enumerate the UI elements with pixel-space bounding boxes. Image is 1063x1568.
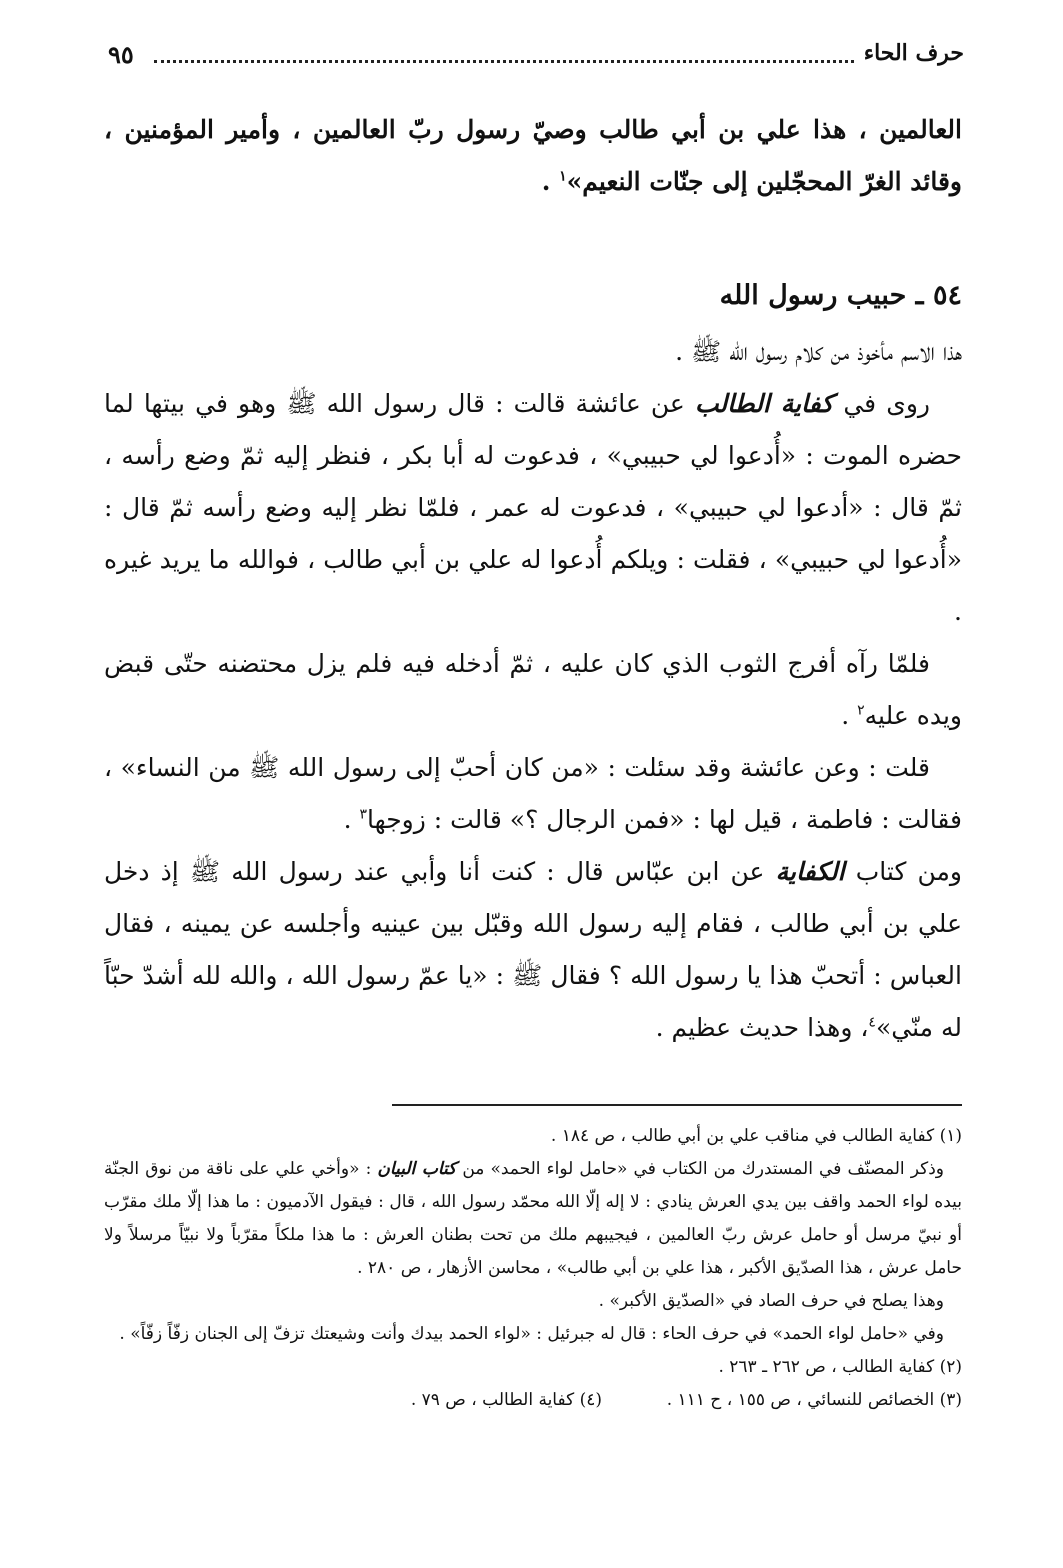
- footnote-ref-2: ٢: [857, 702, 865, 719]
- p5-text-b: عن ابن عبّاس قال : كنت أنا وأبي عند رسول الله ﷺ إذ دخل علي بن أبي طالب ، فقام إليه رسول الله وقبّل بين عينيه وأجلسه عن يمينه ، فقال العباس : أتحبّ هذا يا رسول الله ؟ فقال ﷺ : «يا عمّ رسول الله ، والله لله أشدّ حبّاً له منّي»: [104, 857, 962, 1042]
- p2-text-b: عن عائشة قالت : قال رسول الله ﷺ وهو في بيتها لما حضره الموت : «أُدعوا لي حبيبي» ، فدعوت له أبا بكر ، فنظر إليه ثمّ وضع رأسه ، ثمّ قال : «أدعوا لي حبيبي» ، فدعوت له عمر ، فلمّا نظر إليه وضع رأسه ثمّ قال : «أُدعوا لي حبيبي» ، فقلت : ويلكم أُدعوا له علي بن أبي طالب ، فوالله ما يريد غيره .: [104, 389, 962, 626]
- intro-line-1: العالمين ، هذا علي بن أبي طالب وصيّ رسول ربّ العالمين ، وأمير المؤمنين ، وقائد الغرّ: [104, 115, 962, 196]
- p5-text-a: ومن كتاب: [844, 857, 962, 886]
- footnote-ref-3: ٣: [359, 806, 368, 823]
- footnote-4: (٤) كفاية الطالب ، ص ٧٩ .: [410, 1390, 602, 1410]
- footnote-separator: [392, 1104, 962, 1106]
- leader-dots: [154, 60, 854, 63]
- paragraph-3: فلمّا رآه أفرج الثوب الذي كان عليه ، ثمّ أدخله فيه فلم يزل محتضنه حتّى قبض ويده عليه$^٢$ .: [104, 649, 962, 730]
- book-title-kifaya-talib: كفاية الطالب: [694, 389, 834, 418]
- running-header: [108, 40, 964, 74]
- footnote-1-continuation-2: وهذا يصلح في حرف الصاد في «الصدّيق الأكبر» .: [598, 1291, 944, 1311]
- p4-text: قلت : وعن عائشة وقد سئلت : «من كان أحبّ إلى رسول الله ﷺ من النساء» ، فقالت : فاطمة ، قيل لها : «فمن الرجال ؟» قالت : زوجها: [104, 753, 962, 834]
- footnote-1-continuation-3: وفي «حامل لواء الحمد» في حرف الحاء : قال له جبرئيل : «لواء الحمد بيدك وأنت وشيعتك تزفّ إلى الجنان زفّاً زفّاً» .: [119, 1324, 944, 1344]
- intro-line-2: المحجّلين إلى جنّات النعيم»: [566, 167, 853, 196]
- intro-paragraph: العالمين ، هذا علي بن أبي طالب وصيّ رسول ربّ العالمين ، وأمير المؤمنين ، وقائد الغرّ المحجّلين إلى جنّات النعيم»$^١$ .: [104, 115, 962, 196]
- paragraph-1: هذا الاسم مأخوذ من كلام رسول الله ﷺ .: [675, 337, 962, 366]
- footnote-1-continuation: [104, 1153, 962, 1285]
- footnote-2: (٢) كفاية الطالب ، ص ٢٦٢ ـ ٢٦٣ .: [718, 1357, 962, 1377]
- footnote-ref-4: ٤: [868, 1014, 876, 1031]
- fn1-cont-a: وذكر المصنّف في المستدرك من الكتاب في «حامل لواء الحمد» من: [456, 1159, 944, 1179]
- paragraph-4: قلت : وعن عائشة وقد سئلت : «من كان أحبّ إلى رسول الله ﷺ من النساء» ، فقالت : فاطمة ، قيل لها : «فمن الرجال ؟» قالت : زوجها$^٣$ .: [104, 753, 962, 834]
- main-text: [104, 104, 962, 1054]
- fn1-cont-b: : «وأخي علي على ناقة من نوق الجنّة بيده لواء الحمد واقف بين يدي العرش ينادي : لا إله إلّا الله محمّد رسول الله ، قال : فيقول الآدميون : ما هذا إلّا ملك مقرّب أو نبيّ مرسل أو حامل عرش ربّ العالمين ، فيجيبهم ملك من تحت بطنان العرش : ما هذا ملكاً مقرّباً ولا نبيّاً مرسلاً ولا حامل عرش ، هذا الصدّيق الأكبر ، هذا علي بن أبي طالب» ، محاسن الأزهار ، ص ٢٨٠ .: [104, 1159, 962, 1278]
- p2-text-a: روى في: [833, 389, 930, 418]
- book-title-bayan: كتاب البيان: [377, 1159, 457, 1179]
- p5-text-end: ، وهذا حديث عظيم .: [655, 1013, 869, 1042]
- paragraph-5: [104, 846, 962, 1054]
- footnote-ref-1: ١: [559, 168, 567, 185]
- paragraph-2: [104, 378, 962, 638]
- footnotes: [104, 1120, 962, 1417]
- footnote-3: (٣) الخصائص للنسائي ، ص ١٥٥ ، ح ١١١ .: [666, 1390, 962, 1410]
- running-title: حرف الحاء: [860, 40, 964, 66]
- footnote-1: (١) كفاية الطالب في مناقب علي بن أبي طالب ، ص ١٨٤ .: [550, 1126, 962, 1146]
- footnote-row-2: [104, 1351, 962, 1384]
- p3-text: فلمّا رآه أفرج الثوب الذي كان عليه ، ثمّ أدخله فيه فلم يزل محتضنه حتّى قبض ويده عليه: [104, 649, 962, 730]
- footnote-row-3-4: [104, 1384, 962, 1417]
- page-number: ٩٥: [108, 40, 134, 69]
- book-title-kifaya: الكفاية: [775, 857, 845, 886]
- section-heading: ٥٤ ـ حبيب رسول الله: [719, 280, 962, 311]
